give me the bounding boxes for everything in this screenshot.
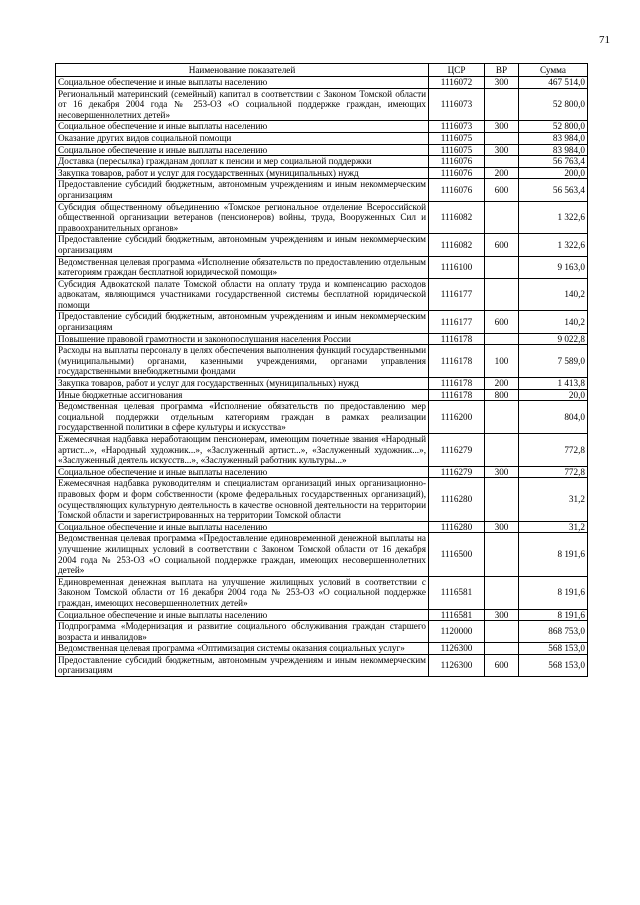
- table-row: [56, 234, 588, 256]
- row-code-cell: 1126300: [429, 643, 485, 655]
- table-row: [56, 609, 588, 621]
- table-row: [56, 401, 588, 434]
- table-row: [56, 533, 588, 576]
- table-row: [56, 654, 588, 676]
- row-name-cell: Предоставление субсидий бюджетным, автономным учреждениям и иным некоммерческим организациям: [56, 234, 429, 256]
- row-vr-cell: [485, 643, 519, 655]
- row-vr-cell: [485, 434, 519, 467]
- row-sum-cell: 200,0: [519, 167, 588, 179]
- row-name-cell: Субсидия Адвокатской палате Томской области на оплату труда и компенсацию расходов адвокатам, являющимся участниками государственной системы бесплатной юридической помощи: [56, 278, 429, 311]
- row-name-cell: Предоставление субсидий бюджетным, автономным учреждениям и иным некоммерческим организациям: [56, 311, 429, 333]
- row-name-cell: Региональный материнский (семейный) капитал в соответствии с Законом Томской области от 16 декабря 2004 года № 253-ОЗ «О социальной поддержке граждан, имеющих несовершеннолетних детей»: [56, 88, 429, 121]
- row-code-cell: 1116178: [429, 378, 485, 390]
- row-code-cell: 1116072: [429, 77, 485, 89]
- row-sum-cell: 31,2: [519, 478, 588, 521]
- table-row: [56, 88, 588, 121]
- row-code-cell: 1116200: [429, 401, 485, 434]
- table-row: [56, 179, 588, 201]
- row-name-cell: Ведомственная целевая программа «Оптимизация системы оказания социальных услуг»: [56, 643, 429, 655]
- row-sum-cell: 9 022,8: [519, 333, 588, 345]
- row-name-cell: Единовременная денежная выплата на улучшение жилищных условий в соответствии с Законом Томской области от 16 декабря 2004 года № 253-ОЗ «О социальной поддержке граждан, имеющих несовершеннолетних детей»: [56, 576, 429, 609]
- row-vr-cell: 800: [485, 389, 519, 401]
- row-vr-cell: [485, 156, 519, 168]
- row-name-cell: Оказание других видов социальной помощи: [56, 132, 429, 144]
- row-name-cell: Закупка товаров, работ и услуг для государственных (муниципальных) нужд: [56, 167, 429, 179]
- row-vr-cell: [485, 576, 519, 609]
- row-vr-cell: [485, 278, 519, 311]
- row-code-cell: 1116279: [429, 466, 485, 478]
- row-name-cell: Ведомственная целевая программа «Предоставление единовременной денежной выплаты на улучшение жилищных условий в соответствии с Законом Томской области от 16 декабря 2004 года № 253-ОЗ «О социальной поддержке граждан, имеющих несовершеннолетних детей»: [56, 533, 429, 576]
- row-code-cell: 1116076: [429, 167, 485, 179]
- row-vr-cell: 600: [485, 311, 519, 333]
- row-code-cell: 1116581: [429, 609, 485, 621]
- table-row: [56, 256, 588, 278]
- row-code-cell: 1116280: [429, 478, 485, 521]
- row-name-cell: Ежемесячная надбавка неработающим пенсионерам, имеющим почетные звания «Народный артист...», «Народный художник...», «Заслуженный артист...», «Заслуженный художник...», «Заслуженный деятель искусств...», «Заслуженный работник культуры...»: [56, 434, 429, 467]
- row-name-cell: Субсидия общественному объединению «Томское региональное отделение Всероссийской общественной организации ветеранов (пенсионеров) войны, труда, Вооруженных Сил и правоохранительных органов»: [56, 201, 429, 234]
- row-code-cell: 1116075: [429, 132, 485, 144]
- row-vr-cell: [485, 333, 519, 345]
- table-row: [56, 576, 588, 609]
- row-sum-cell: 568 153,0: [519, 654, 588, 676]
- table-row: [56, 434, 588, 467]
- row-vr-cell: [485, 201, 519, 234]
- table-row: [56, 278, 588, 311]
- row-sum-cell: 8 191,6: [519, 609, 588, 621]
- row-name-cell: Закупка товаров, работ и услуг для государственных (муниципальных) нужд: [56, 378, 429, 390]
- column-header-vr: ВР: [485, 64, 519, 77]
- row-vr-cell: 300: [485, 466, 519, 478]
- row-vr-cell: [485, 88, 519, 121]
- row-sum-cell: 868 753,0: [519, 621, 588, 643]
- row-name-cell: Социальное обеспечение и иные выплаты населению: [56, 609, 429, 621]
- row-name-cell: Социальное обеспечение и иные выплаты населению: [56, 144, 429, 156]
- row-vr-cell: 300: [485, 144, 519, 156]
- row-code-cell: 1126300: [429, 654, 485, 676]
- table-row: [56, 478, 588, 521]
- row-code-cell: 1116177: [429, 311, 485, 333]
- budget-table: [55, 63, 588, 677]
- table-row: [56, 144, 588, 156]
- row-code-cell: 1116280: [429, 521, 485, 533]
- row-vr-cell: 600: [485, 179, 519, 201]
- row-sum-cell: 140,2: [519, 311, 588, 333]
- row-code-cell: 1116581: [429, 576, 485, 609]
- table-row: [56, 643, 588, 655]
- row-name-cell: Расходы на выплаты персоналу в целях обеспечения выполнения функций государственными (муниципальными) органами, казенными учреждениями, органами управления государственными внебюджетными фондами: [56, 345, 429, 378]
- column-header-sum: Сумма: [519, 64, 588, 77]
- row-sum-cell: 52 800,0: [519, 88, 588, 121]
- row-sum-cell: 52 800,0: [519, 121, 588, 133]
- row-sum-cell: 8 191,6: [519, 576, 588, 609]
- table-row: [56, 345, 588, 378]
- row-name-cell: Подпрограмма «Модернизация и развитие социального обслуживания граждан старшего возраста и инвалидов»: [56, 621, 429, 643]
- row-vr-cell: [485, 478, 519, 521]
- row-code-cell: 1116178: [429, 389, 485, 401]
- table-row: [56, 311, 588, 333]
- table-row: [56, 389, 588, 401]
- row-sum-cell: 56 563,4: [519, 179, 588, 201]
- row-code-cell: 1116500: [429, 533, 485, 576]
- row-sum-cell: 56 763,4: [519, 156, 588, 168]
- row-name-cell: Социальное обеспечение и иные выплаты населению: [56, 77, 429, 89]
- row-name-cell: Предоставление субсидий бюджетным, автономным учреждениям и иным некоммерческим организациям: [56, 179, 429, 201]
- row-code-cell: 1120000: [429, 621, 485, 643]
- table-row: [56, 333, 588, 345]
- row-sum-cell: 7 589,0: [519, 345, 588, 378]
- row-name-cell: Доставка (пересылка) гражданам доплат к пенсии и мер социальной поддержки: [56, 156, 429, 168]
- table-row: [56, 121, 588, 133]
- row-vr-cell: [485, 132, 519, 144]
- row-vr-cell: 300: [485, 521, 519, 533]
- row-sum-cell: 83 984,0: [519, 144, 588, 156]
- row-code-cell: 1116076: [429, 179, 485, 201]
- row-code-cell: 1116073: [429, 121, 485, 133]
- table-row: [56, 621, 588, 643]
- row-sum-cell: 20,0: [519, 389, 588, 401]
- row-sum-cell: 8 191,6: [519, 533, 588, 576]
- row-name-cell: Социальное обеспечение и иные выплаты населению: [56, 521, 429, 533]
- row-name-cell: Повышение правовой грамотности и законопослушания населения России: [56, 333, 429, 345]
- row-vr-cell: 100: [485, 345, 519, 378]
- row-sum-cell: 772,8: [519, 434, 588, 467]
- row-vr-cell: 300: [485, 609, 519, 621]
- row-vr-cell: [485, 401, 519, 434]
- row-sum-cell: 1 413,8: [519, 378, 588, 390]
- table-row: [56, 132, 588, 144]
- row-vr-cell: 600: [485, 234, 519, 256]
- row-name-cell: Социальное обеспечение и иные выплаты населению: [56, 466, 429, 478]
- row-name-cell: Ежемесячная надбавка руководителям и специалистам организаций иных организационно-правовых форм и форм собственности (кроме федеральных государственных организаций), осуществляющих культурную деятельность в качестве основной деятельности на территории Томской области и зарегистрированных на территории Томской области: [56, 478, 429, 521]
- row-code-cell: 1116073: [429, 88, 485, 121]
- page-number: 71: [599, 34, 610, 46]
- table-row: [56, 167, 588, 179]
- row-sum-cell: 1 322,6: [519, 201, 588, 234]
- table-header-row: [56, 64, 588, 77]
- row-name-cell: Предоставление субсидий бюджетным, автономным учреждениям и иным некоммерческим организациям: [56, 654, 429, 676]
- row-code-cell: 1116279: [429, 434, 485, 467]
- row-code-cell: 1116100: [429, 256, 485, 278]
- row-vr-cell: 600: [485, 654, 519, 676]
- row-sum-cell: 804,0: [519, 401, 588, 434]
- row-vr-cell: 300: [485, 121, 519, 133]
- row-code-cell: 1116082: [429, 201, 485, 234]
- column-header-name: Наименование показателей: [56, 64, 429, 77]
- row-code-cell: 1116076: [429, 156, 485, 168]
- table-row: [56, 77, 588, 89]
- table-row: [56, 378, 588, 390]
- table-row: [56, 156, 588, 168]
- row-code-cell: 1116178: [429, 333, 485, 345]
- row-name-cell: Иные бюджетные ассигнования: [56, 389, 429, 401]
- row-vr-cell: [485, 533, 519, 576]
- row-code-cell: 1116177: [429, 278, 485, 311]
- column-header-code: ЦСР: [429, 64, 485, 77]
- row-code-cell: 1116082: [429, 234, 485, 256]
- row-vr-cell: [485, 256, 519, 278]
- row-sum-cell: 83 984,0: [519, 132, 588, 144]
- table-row: [56, 201, 588, 234]
- row-sum-cell: 772,8: [519, 466, 588, 478]
- row-vr-cell: 200: [485, 167, 519, 179]
- row-sum-cell: 140,2: [519, 278, 588, 311]
- table-body: [56, 77, 588, 677]
- row-sum-cell: 467 514,0: [519, 77, 588, 89]
- row-sum-cell: 31,2: [519, 521, 588, 533]
- row-name-cell: Социальное обеспечение и иные выплаты населению: [56, 121, 429, 133]
- table-row: [56, 466, 588, 478]
- row-code-cell: 1116178: [429, 345, 485, 378]
- row-code-cell: 1116075: [429, 144, 485, 156]
- row-name-cell: Ведомственная целевая программа «Исполнение обязательств по предоставлению мер социальной поддержки отдельным категориям граждан в рамках реализации государственной политики в сфере культуры и искусства»: [56, 401, 429, 434]
- row-vr-cell: 200: [485, 378, 519, 390]
- row-sum-cell: 9 163,0: [519, 256, 588, 278]
- row-sum-cell: 568 153,0: [519, 643, 588, 655]
- row-sum-cell: 1 322,6: [519, 234, 588, 256]
- row-vr-cell: 300: [485, 77, 519, 89]
- row-name-cell: Ведомственная целевая программа «Исполнение обязательств по предоставлению отдельным категориям граждан бесплатной юридической помощи»: [56, 256, 429, 278]
- row-vr-cell: [485, 621, 519, 643]
- table-row: [56, 521, 588, 533]
